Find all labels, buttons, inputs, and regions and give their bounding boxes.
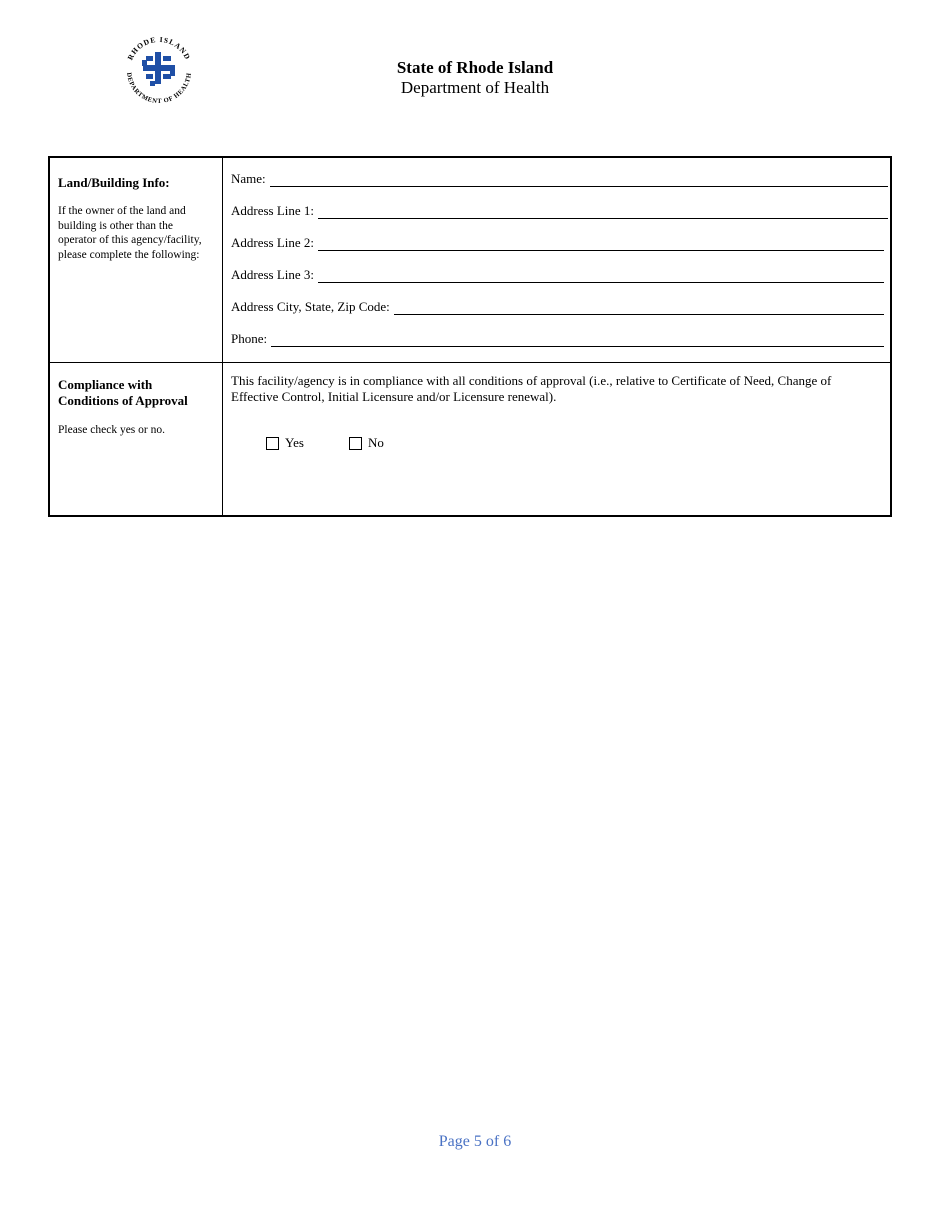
name-input-line[interactable]: [270, 174, 888, 187]
svg-text:RHODE ISLAND: RHODE ISLAND: [125, 34, 193, 62]
compliance-statement: This facility/agency is in compliance with all conditions of approval (i.e., relative to Certificate of Need, Change of Effective Control, Initial Licensure and/or Licensure renewal).: [231, 373, 832, 404]
yes-option[interactable]: [266, 435, 304, 451]
document-header: [330, 58, 620, 98]
compliance-content-cell: [223, 363, 890, 515]
compliance-label-cell: [50, 363, 223, 515]
address-line-2-field[interactable]: [231, 233, 884, 251]
address-city-state-zip-label: Address City, State, Zip Code:: [231, 299, 390, 314]
header-title: State of Rhode Island: [396, 58, 554, 77]
header-subtitle: Department of Health: [400, 78, 550, 97]
address-line-3-field[interactable]: [231, 265, 884, 283]
form-table: [48, 156, 892, 517]
name-label: Name:: [231, 171, 266, 186]
name-field[interactable]: [231, 169, 888, 187]
land-building-title: Land/Building Info:: [58, 175, 170, 190]
svg-text:DEPARTMENT OF HEALTH: DEPARTMENT OF HEALTH: [124, 72, 194, 106]
address-line-1-input-line[interactable]: [318, 206, 888, 219]
yes-label: Yes: [285, 435, 304, 450]
land-building-fields-cell: [223, 158, 890, 362]
phone-label: Phone:: [231, 331, 268, 346]
address-line-3-label: Address Line 3:: [231, 267, 315, 282]
compliance-title: Compliance with Conditions of Approval: [58, 377, 188, 408]
rhode-island-health-seal: [118, 30, 200, 112]
address-line-1-label: Address Line 1:: [231, 203, 315, 218]
land-building-row: [50, 158, 890, 363]
phone-input-line[interactable]: [271, 334, 884, 347]
compliance-note: Please check yes or no.: [58, 424, 165, 436]
land-building-note: If the owner of the land and building is other than the operator of this agency/facility, please complete the following:: [58, 205, 202, 261]
yes-checkbox[interactable]: [266, 437, 279, 450]
no-option[interactable]: [349, 435, 384, 451]
address-line-2-label: Address Line 2:: [231, 235, 315, 250]
land-building-label-cell: [50, 158, 223, 362]
address-city-state-zip-input-line[interactable]: [394, 302, 884, 315]
address-city-state-zip-field[interactable]: [231, 297, 884, 315]
address-line-2-input-line[interactable]: [318, 238, 884, 251]
address-line-1-field[interactable]: [231, 201, 888, 219]
address-line-3-input-line[interactable]: [318, 270, 884, 283]
no-checkbox[interactable]: [349, 437, 362, 450]
compliance-row: [50, 363, 890, 515]
page-number: Page 5 of 6: [438, 1133, 512, 1150]
phone-field[interactable]: [231, 329, 884, 347]
no-label: No: [368, 435, 384, 450]
